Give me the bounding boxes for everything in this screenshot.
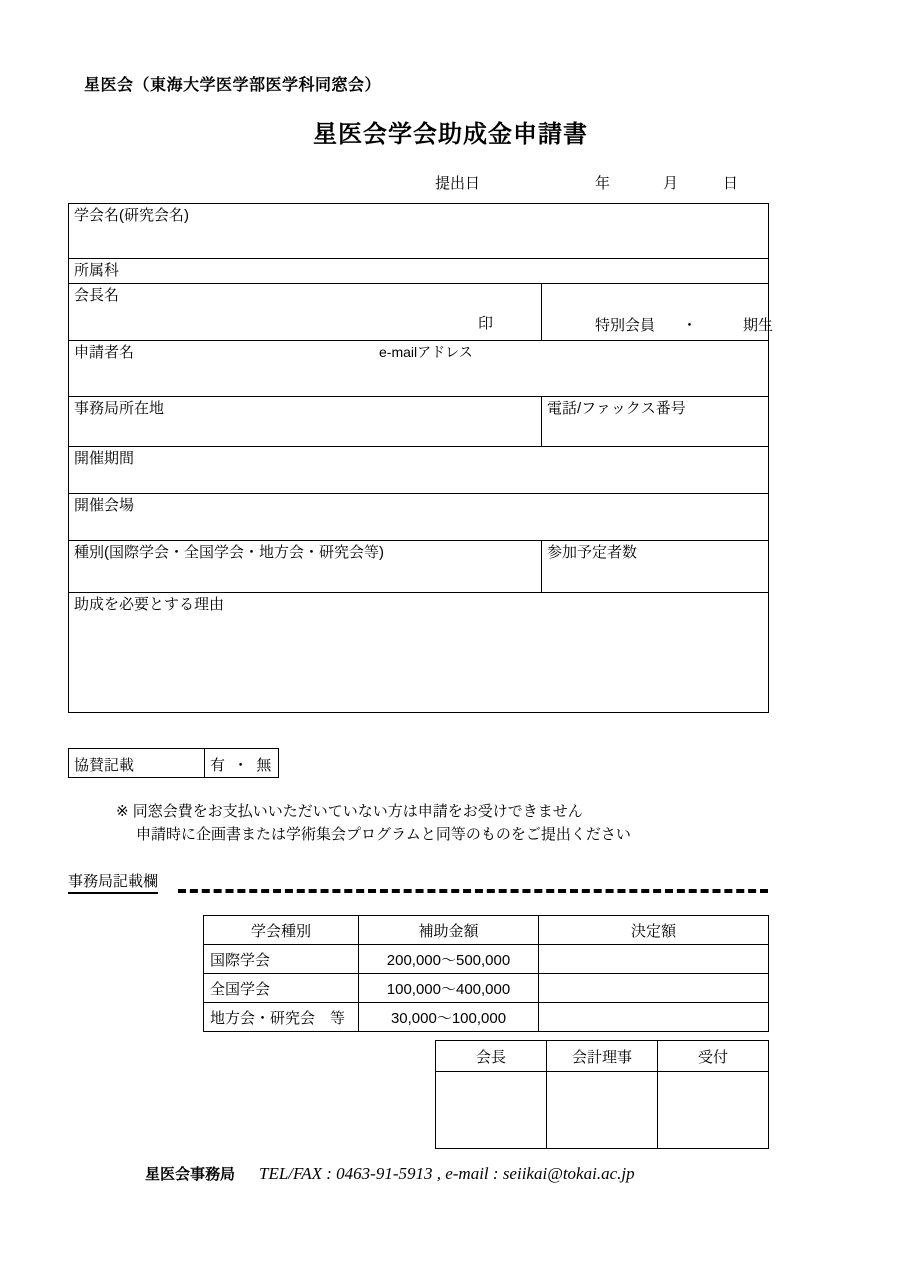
cell-kind: 全国学会 <box>204 974 359 1003</box>
table-row <box>204 1003 769 1032</box>
field-category[interactable] <box>69 541 542 593</box>
membership-separator: ・ <box>682 317 698 335</box>
office-section-label: 事務局記載欄 <box>68 870 158 894</box>
field-phone-fax[interactable] <box>542 397 769 447</box>
month-label: 月 <box>663 175 679 192</box>
table-row-sponsorship <box>69 749 279 778</box>
organization-line: 星医会（東海大学医学部医学科同窓会） <box>84 77 382 94</box>
column-header-range: 補助金額 <box>359 916 539 945</box>
label-period: 開催期間 <box>74 450 135 467</box>
field-membership[interactable] <box>542 284 774 341</box>
cell-decided[interactable] <box>539 1003 769 1032</box>
table-row-venue <box>69 494 769 541</box>
year-label: 年 <box>595 175 611 192</box>
field-chairman-name[interactable] <box>69 284 542 341</box>
column-header-president: 会長 <box>436 1041 547 1072</box>
label-office-address: 事務局所在地 <box>74 400 165 417</box>
label-chairman-name: 会長名 <box>74 287 120 304</box>
signature-cell-accounting[interactable] <box>547 1072 658 1149</box>
label-expected-attendees: 参加予定者数 <box>547 544 638 561</box>
cell-range: 30,000～100,000 <box>359 1003 539 1032</box>
cell-range: 200,000～500,000 <box>359 945 539 974</box>
label-special-member: 特別会員 <box>595 317 656 335</box>
label-reason: 助成を必要とする理由 <box>74 596 225 613</box>
table-row-department <box>69 259 769 284</box>
page-title: 星医会学会助成金申請書 <box>313 121 588 148</box>
field-applicant-name[interactable] <box>69 341 769 397</box>
column-header-reception: 受付 <box>658 1041 769 1072</box>
stamp-seal-marker: 印 <box>477 315 493 333</box>
table-row <box>204 945 769 974</box>
cell-kind: 国際学会 <box>204 945 359 974</box>
label-email-address: e-mailアドレス <box>379 344 473 360</box>
table-row <box>204 974 769 1003</box>
column-header-accounting: 会計理事 <box>547 1041 658 1072</box>
footer-contact <box>145 1163 635 1184</box>
sponsorship-table <box>68 748 279 778</box>
table-row-reason <box>69 593 769 713</box>
table-row-chairman <box>69 284 769 341</box>
office-section-header <box>68 870 768 894</box>
cell-range: 100,000～400,000 <box>359 974 539 1003</box>
column-header-kind: 学会種別 <box>204 916 359 945</box>
table-header-row <box>436 1041 769 1072</box>
column-header-decided: 決定額 <box>539 916 769 945</box>
label-class-year: 期生 <box>743 317 774 335</box>
field-office-address[interactable] <box>69 397 542 447</box>
field-conference-name[interactable] <box>69 204 769 259</box>
submission-date-line <box>435 172 765 194</box>
cell-decided[interactable] <box>539 945 769 974</box>
table-row-conference-name <box>69 204 769 259</box>
dashed-divider <box>178 889 768 893</box>
submission-date-label: 提出日 <box>435 175 481 192</box>
field-department[interactable] <box>69 259 769 284</box>
field-period[interactable] <box>69 447 769 494</box>
signature-cell-reception[interactable] <box>658 1072 769 1149</box>
label-category: 種別(国際学会・全国学会・地方会・研究会等) <box>74 544 384 561</box>
label-conference-name: 学会名(研究会名) <box>74 207 189 224</box>
signature-cell-president[interactable] <box>436 1072 547 1149</box>
field-sponsorship-choice[interactable]: 有 ・ 無 <box>205 749 279 778</box>
cell-kind: 地方会・研究会 等 <box>204 1003 359 1032</box>
footer-office-name: 星医会事務局 <box>145 1166 236 1183</box>
table-row-category <box>69 541 769 593</box>
cell-decided[interactable] <box>539 974 769 1003</box>
field-reason[interactable] <box>69 593 769 713</box>
table-row-office-address <box>69 397 769 447</box>
label-department: 所属科 <box>74 262 120 279</box>
day-label: 日 <box>723 175 739 192</box>
note-line-1: ※ 同窓会費をお支払いいただいていない方は申請をお受けできません <box>116 803 583 820</box>
table-row-applicant <box>69 341 769 397</box>
application-form-table <box>68 203 774 713</box>
grant-amount-table <box>203 915 769 1032</box>
note-line-2: 申請時に企画書または学術集会プログラムと同等のものをご提出ください <box>136 826 631 844</box>
label-sponsorship: 協賛記載 <box>69 749 205 778</box>
label-applicant-name: 申請者名 <box>74 344 135 361</box>
field-venue[interactable] <box>69 494 769 541</box>
table-header-row <box>204 916 769 945</box>
table-row-period <box>69 447 769 494</box>
approval-signature-table <box>435 1040 769 1149</box>
footer-contact-details: TEL/FAX : 0463-91-5913 , e-mail : seiikai@tokai.ac.jp <box>259 1164 635 1183</box>
label-venue: 開催会場 <box>74 497 135 514</box>
field-expected-attendees[interactable] <box>542 541 769 593</box>
notes-block <box>116 800 631 847</box>
label-phone-fax: 電話/ファックス番号 <box>547 400 686 417</box>
table-row <box>436 1072 769 1149</box>
